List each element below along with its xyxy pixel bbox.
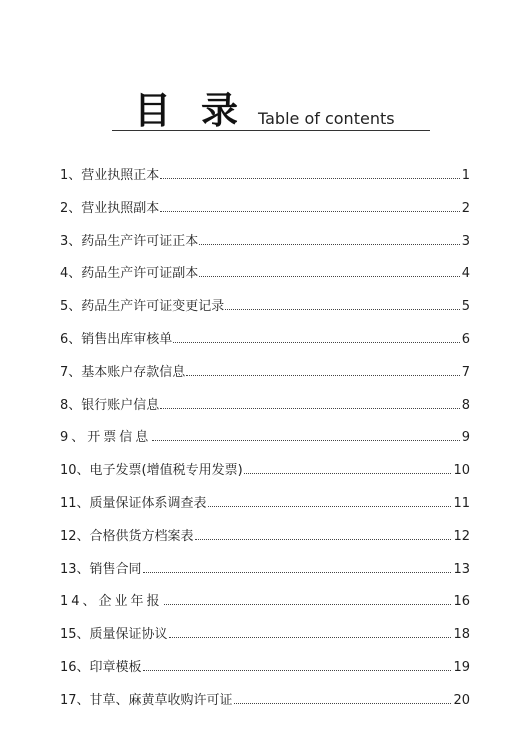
toc-entry-label: 1、营业执照正本 (60, 168, 160, 183)
toc-leader-dots (244, 473, 452, 474)
toc-leader-dots (208, 506, 452, 507)
toc-leader-dots (143, 670, 452, 671)
toc-entry (60, 428, 470, 461)
title-underline (112, 130, 430, 131)
toc-entry-label: 16、印章模板 (60, 659, 142, 675)
toc-entry-page: 11 (453, 495, 470, 511)
toc-entry-label: 15、质量保证协议 (60, 627, 168, 643)
toc-leader-dots (152, 440, 459, 441)
toc-entry (60, 625, 470, 658)
toc-entry (60, 297, 470, 330)
toc-entry-page: 6 (461, 331, 470, 347)
title-english: Table of contents (258, 109, 395, 128)
toc-entry-page: 13 (453, 561, 470, 577)
toc-entry (60, 396, 470, 429)
toc-leader-dots (169, 637, 452, 638)
toc-leader-dots (186, 375, 459, 376)
toc-entry-label: 6、销售出库审核单 (60, 331, 173, 347)
toc-entry (60, 494, 470, 527)
toc-leader-dots (234, 703, 452, 704)
toc-entry-label: 10、电子发票(增值税专用发票) (60, 463, 243, 479)
toc-leader-dots (173, 342, 459, 343)
toc-entry (60, 658, 470, 691)
toc-entry-page: 12 (453, 528, 470, 544)
toc-leader-dots (225, 309, 459, 310)
toc-entry-page: 19 (453, 659, 470, 675)
toc-leader-dots (195, 539, 452, 540)
toc-entry-page: 10 (453, 463, 470, 479)
toc-entry (60, 363, 470, 396)
toc-entry (60, 691, 470, 724)
toc-entry-page: 5 (461, 299, 470, 315)
toc-leader-dots (160, 178, 459, 179)
toc-leader-dots (164, 604, 452, 605)
toc-entry-page: 9 (461, 430, 470, 446)
toc-entry-label: 11、质量保证体系调查表 (60, 495, 207, 511)
toc-entry (60, 461, 470, 494)
toc-entry-page: 8 (461, 397, 470, 413)
toc-entry-page: 3 (461, 233, 470, 249)
toc-entry-label: 9、开票信息 (60, 430, 152, 446)
toc-leader-dots (160, 211, 459, 212)
toc-entry (60, 330, 470, 363)
toc-entry-label: 4、药品生产许可证副本 (60, 266, 199, 282)
toc-leader-dots (143, 572, 452, 573)
toc-entry-page: 4 (461, 266, 470, 282)
toc-entry-label: 5、药品生产许可证变更记录 (60, 299, 225, 315)
page-title (112, 88, 430, 132)
toc-entry-label: 7、基本账户存款信息 (60, 364, 186, 380)
toc-entry-page: 18 (453, 627, 470, 643)
toc-entry-page: 7 (461, 364, 470, 380)
toc-entry-label: 8、银行账户信息 (60, 397, 160, 413)
toc-entry (60, 560, 470, 593)
toc-entry (60, 527, 470, 560)
title-chinese: 目录 (134, 88, 268, 132)
toc-entry (60, 592, 470, 625)
toc-entry-label: 13、销售合同 (60, 561, 142, 577)
toc-entry (60, 199, 470, 232)
toc-entry (60, 264, 470, 297)
toc-entry-page: 16 (453, 594, 470, 610)
toc-entry-label: 2、营业执照副本 (60, 200, 160, 216)
toc-leader-dots (199, 244, 459, 245)
table-of-contents (60, 166, 470, 724)
toc-entry-label: 14、企业年报 (60, 594, 163, 610)
toc-entry (60, 232, 470, 265)
toc-entry-page: 2 (461, 200, 470, 216)
toc-entry (60, 166, 470, 199)
toc-entry-page: 20 (453, 692, 470, 708)
toc-entry-label: 17、甘草、麻黄草收购许可证 (60, 692, 233, 708)
toc-entry-label: 12、合格供货方档案表 (60, 528, 194, 544)
toc-leader-dots (160, 408, 459, 409)
toc-leader-dots (199, 276, 459, 277)
toc-entry-page: 1 (461, 168, 470, 183)
toc-entry-label: 3、药品生产许可证正本 (60, 233, 199, 249)
